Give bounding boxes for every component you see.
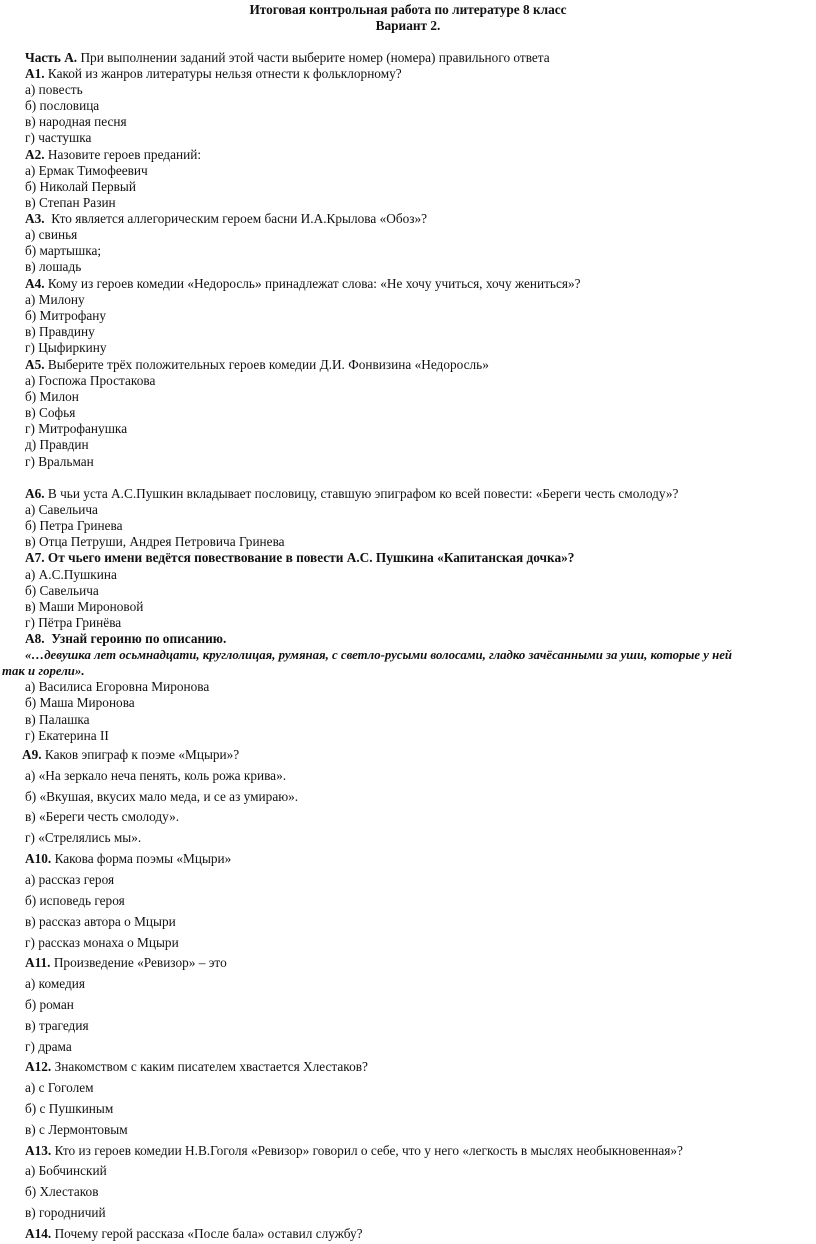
answer-option: в) Отца Петруши, Андрея Петровича Гринева xyxy=(25,534,285,549)
question-number: А5. xyxy=(25,357,45,372)
answer-option: г) Цыфиркину xyxy=(25,340,107,355)
answer-option: б) мартышка; xyxy=(25,243,102,258)
answer-option: а) с Гоголем xyxy=(25,1080,94,1095)
answer-option: в) Маши Мироновой xyxy=(25,599,144,614)
question-number: А7. xyxy=(25,550,45,565)
question-number: А13. xyxy=(25,1143,52,1158)
question-number: А12. xyxy=(25,1059,52,1074)
question-number: А10. xyxy=(25,851,52,866)
question-text: Почему герой рассказа «После бала» оставил службу? xyxy=(54,1226,363,1241)
question-number: А14. xyxy=(25,1226,52,1241)
question-text: Произведение «Ревизор» – это xyxy=(53,955,227,970)
answer-option: б) Хлестаков xyxy=(25,1184,99,1199)
answer-option: б) Милон xyxy=(25,389,79,404)
answer-option: в) с Лермонтовым xyxy=(25,1122,128,1137)
question-a14 xyxy=(25,1226,363,1242)
question-text: Знакомством с каким писателем хвастается Хлестаков? xyxy=(54,1059,368,1074)
answer-option: г) Вральман xyxy=(25,454,94,469)
quote-line-1: «…девушка лет осьмнадцати, круглолицая, румяная, с светло-русыми волосами, гладко зачёсанными за уши, которые у ней xyxy=(25,648,732,662)
answer-option: в) лошадь xyxy=(25,259,82,274)
question-text: Назовите героев преданий: xyxy=(47,147,202,162)
question-a11 xyxy=(25,955,227,971)
question-a12 xyxy=(25,1059,368,1075)
question-a4 xyxy=(25,276,581,292)
question-a6 xyxy=(25,486,678,502)
part-a-instruction xyxy=(25,50,550,66)
answer-option: а) комедия xyxy=(25,976,85,991)
question-text: Какова форма поэмы «Мцыри» xyxy=(54,851,232,866)
question-text: В чьи уста А.С.Пушкин вкладывает пословицу, ставшую эпиграфом ко всей повести: «Береги честь смолоду»? xyxy=(47,486,679,501)
answer-option: в) рассказ автора о Мцыри xyxy=(25,914,176,929)
answer-option: г) частушка xyxy=(25,130,92,145)
question-number: А9. xyxy=(22,747,42,762)
answer-option: г) «Стрелялись мы». xyxy=(25,830,142,845)
answer-option: а) А.С.Пушкина xyxy=(25,567,117,582)
answer-option: а) рассказ героя xyxy=(25,872,115,887)
question-text: Какой из жанров литературы нельзя отнести к фольклорному? xyxy=(47,66,402,81)
answer-option: г) Пётра Гринёва xyxy=(25,615,122,630)
answer-option: б) Митрофану xyxy=(25,308,107,323)
answer-option: г) Митрофанушка xyxy=(25,421,128,436)
title-line-2: Вариант 2. xyxy=(375,18,441,33)
part-a-text: При выполнении заданий этой части выберите номер (номера) правильного ответа xyxy=(80,50,550,65)
answer-option: в) Правдину xyxy=(25,324,95,339)
question-number: А2. xyxy=(25,147,45,162)
answer-option: а) Милону xyxy=(25,292,85,307)
question-text: Узнай героиню по описанию. xyxy=(51,631,227,646)
answer-option: б) Маша Миронова xyxy=(25,695,135,710)
question-number: А3. xyxy=(25,211,45,226)
question-number: А6. xyxy=(25,486,45,501)
answer-option: в) Степан Разин xyxy=(25,195,116,210)
question-a9 xyxy=(22,747,239,763)
answer-option: а) Госпожа Простакова xyxy=(25,373,156,388)
question-text: Кто из героев комедии Н.В.Гоголя «Ревизор» говорил о себе, что у него «легкость в мыслях необыкновенная»? xyxy=(54,1143,683,1158)
answer-option: б) Николай Первый xyxy=(25,179,136,194)
answer-option: а) Ермак Тимофеевич xyxy=(25,163,148,178)
answer-option: в) трагедия xyxy=(25,1018,89,1033)
question-text: От чьего имени ведётся повествование в повести А.С. Пушкина «Капитанская дочка»? xyxy=(47,550,575,565)
answer-option: б) с Пушкиным xyxy=(25,1101,114,1116)
answer-option: в) народная песня xyxy=(25,114,127,129)
question-text: Кому из героев комедии «Недоросль» принадлежат слова: «Не хочу учиться, хочу жениться»? xyxy=(47,276,581,291)
question-number: А1. xyxy=(25,66,45,81)
question-number: А8. xyxy=(25,631,45,646)
question-a7 xyxy=(25,550,574,566)
question-text: Каков эпиграф к поэме «Мцыри»? xyxy=(44,747,240,762)
quote-line-2: так и горели». xyxy=(2,664,85,678)
answer-option: г) рассказ монаха о Мцыри xyxy=(25,935,179,950)
answer-option: г) драма xyxy=(25,1039,72,1054)
answer-option: в) Палашка xyxy=(25,712,90,727)
answer-option: б) «Вкушая, вкусих мало меда, и се аз умираю». xyxy=(25,789,299,804)
question-a5 xyxy=(25,357,489,373)
question-text: Кто является аллегорическим героем басни И.А.Крылова «Обоз»? xyxy=(51,211,428,226)
question-a10 xyxy=(25,851,231,867)
answer-option: б) исповедь героя xyxy=(25,893,125,908)
question-a8 xyxy=(25,631,226,647)
answer-option: а) Василиса Егоровна Миронова xyxy=(25,679,210,694)
answer-option: в) городничий xyxy=(25,1205,106,1220)
answer-option: в) Софья xyxy=(25,405,76,420)
question-text: Выберите трёх положительных героев комедии Д.И. Фонвизина «Недоросль» xyxy=(47,357,489,372)
title-line-1: Итоговая контрольная работа по литературе 8 класс xyxy=(249,2,567,17)
question-a1 xyxy=(25,66,402,82)
answer-option: а) «На зеркало неча пенять, коль рожа крива». xyxy=(25,768,287,783)
answer-option: б) Петра Гринева xyxy=(25,518,123,533)
answer-option: б) пословица xyxy=(25,98,100,113)
answer-option: а) свинья xyxy=(25,227,78,242)
answer-option: а) Савельича xyxy=(25,502,98,517)
answer-option: д) Правдин xyxy=(25,437,89,452)
answer-option: б) роман xyxy=(25,997,74,1012)
answer-option: г) Екатерина II xyxy=(25,728,109,743)
question-a2 xyxy=(25,147,201,163)
part-a-label: Часть А. xyxy=(25,50,78,65)
question-number: А4. xyxy=(25,276,45,291)
question-a3 xyxy=(25,211,427,227)
answer-option: а) Бобчинский xyxy=(25,1163,107,1178)
answer-option: а) повесть xyxy=(25,82,83,97)
question-a13 xyxy=(25,1143,683,1159)
answer-option: в) «Береги честь смолоду». xyxy=(25,809,180,824)
answer-option: б) Савельича xyxy=(25,583,99,598)
question-number: А11. xyxy=(25,955,51,970)
